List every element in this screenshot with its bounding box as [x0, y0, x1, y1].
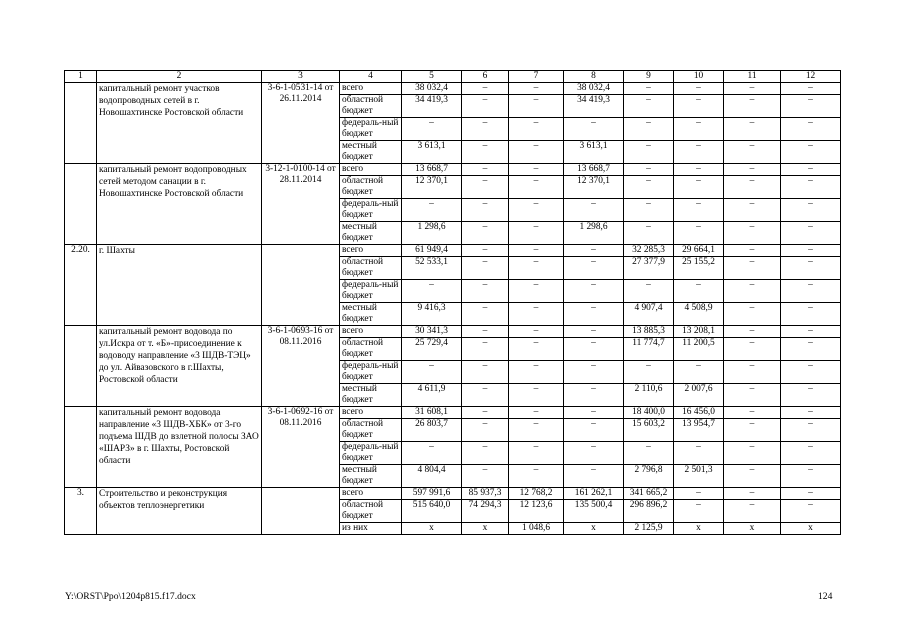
value-cell: – — [624, 222, 674, 245]
value-cell: – — [564, 361, 624, 384]
item-number — [65, 83, 97, 164]
value-cell: x — [564, 523, 624, 535]
value-cell: – — [781, 384, 841, 407]
value-cell: 9 416,3 — [402, 303, 462, 326]
value-cell: – — [724, 118, 781, 141]
value-cell: 25 729,4 — [402, 338, 462, 361]
value-cell: – — [781, 257, 841, 280]
column-header: 9 — [624, 71, 674, 83]
value-cell: – — [724, 488, 781, 500]
value-cell: 296 896,2 — [624, 500, 674, 523]
value-cell: 2 125,9 — [624, 523, 674, 535]
column-header: 1 — [65, 71, 97, 83]
value-cell: – — [509, 83, 564, 95]
value-cell: – — [724, 199, 781, 222]
value-cell: 1 048,6 — [509, 523, 564, 535]
value-cell: 12 370,1 — [402, 176, 462, 199]
item-number: 2.20. — [65, 245, 97, 326]
value-cell: – — [509, 465, 564, 488]
value-cell: – — [509, 280, 564, 303]
value-cell: – — [564, 465, 624, 488]
value-cell: x — [781, 523, 841, 535]
value-cell: – — [724, 442, 781, 465]
funding-source: местный бюджет — [340, 141, 402, 164]
funding-source: областной бюджет — [340, 176, 402, 199]
value-cell: – — [781, 338, 841, 361]
value-cell: – — [674, 199, 724, 222]
value-cell: – — [462, 384, 509, 407]
value-cell: 32 285,3 — [624, 245, 674, 257]
value-cell: 38 032,4 — [402, 83, 462, 95]
table-row — [65, 164, 841, 176]
column-header: 5 — [402, 71, 462, 83]
value-cell: 2 501,3 — [674, 465, 724, 488]
column-header: 8 — [564, 71, 624, 83]
value-cell: – — [781, 164, 841, 176]
value-cell: 13 208,1 — [674, 326, 724, 338]
value-cell: 13 668,7 — [402, 164, 462, 176]
value-cell: – — [674, 500, 724, 523]
expertise-code: 3-12-1-0100-14 от 28.11.2014 — [262, 164, 340, 245]
value-cell: – — [564, 326, 624, 338]
value-cell: 38 032,4 — [564, 83, 624, 95]
value-cell: – — [462, 176, 509, 199]
value-cell: 3 613,1 — [402, 141, 462, 164]
value-cell: – — [781, 95, 841, 118]
value-cell: – — [674, 222, 724, 245]
value-cell: – — [462, 245, 509, 257]
value-cell: – — [781, 361, 841, 384]
value-cell: – — [509, 245, 564, 257]
value-cell: – — [462, 442, 509, 465]
value-cell: 4 907,4 — [624, 303, 674, 326]
value-cell: – — [674, 176, 724, 199]
value-cell: – — [509, 384, 564, 407]
value-cell: 85 937,3 — [462, 488, 509, 500]
value-cell: – — [462, 303, 509, 326]
value-cell: – — [674, 141, 724, 164]
value-cell: – — [781, 419, 841, 442]
value-cell: – — [781, 118, 841, 141]
value-cell: 2 007,6 — [674, 384, 724, 407]
value-cell: 25 155,2 — [674, 257, 724, 280]
column-header: 10 — [674, 71, 724, 83]
value-cell: – — [781, 500, 841, 523]
value-cell: – — [724, 303, 781, 326]
value-cell: – — [724, 176, 781, 199]
value-cell: – — [564, 419, 624, 442]
value-cell: – — [462, 419, 509, 442]
funding-source: всего — [340, 488, 402, 500]
value-cell: 30 341,3 — [402, 326, 462, 338]
page-number: 124 — [818, 591, 833, 602]
value-cell: – — [724, 338, 781, 361]
value-cell: 1 298,6 — [402, 222, 462, 245]
item-number: 3. — [65, 488, 97, 535]
document-path: Y:\ORST\Ppo\1204p815.f17.docx — [65, 591, 196, 602]
value-cell: – — [724, 245, 781, 257]
value-cell: – — [509, 326, 564, 338]
value-cell: – — [564, 280, 624, 303]
value-cell: 13 954,7 — [674, 419, 724, 442]
value-cell: – — [509, 199, 564, 222]
value-cell: – — [564, 245, 624, 257]
value-cell: – — [624, 361, 674, 384]
funding-source: местный бюджет — [340, 384, 402, 407]
value-cell: – — [724, 141, 781, 164]
value-cell: – — [724, 280, 781, 303]
funding-source: областной бюджет — [340, 419, 402, 442]
value-cell: 52 533,1 — [402, 257, 462, 280]
value-cell: – — [509, 407, 564, 419]
value-cell: – — [724, 95, 781, 118]
value-cell: – — [402, 442, 462, 465]
value-cell: 18 400,0 — [624, 407, 674, 419]
value-cell: – — [674, 164, 724, 176]
value-cell: 27 377,9 — [624, 257, 674, 280]
funding-source: из них — [340, 523, 402, 535]
item-number — [65, 407, 97, 488]
value-cell: – — [462, 118, 509, 141]
value-cell: 13 668,7 — [564, 164, 624, 176]
value-cell: – — [674, 488, 724, 500]
table-row — [65, 83, 841, 95]
expertise-code: 3-6-1-0531-14 от 26.11.2014 — [262, 83, 340, 164]
value-cell: 74 294,3 — [462, 500, 509, 523]
value-cell: – — [724, 222, 781, 245]
value-cell: – — [781, 465, 841, 488]
value-cell: 12 768,2 — [509, 488, 564, 500]
column-header: 3 — [262, 71, 340, 83]
funding-source: федераль-ный бюджет — [340, 280, 402, 303]
value-cell: – — [509, 118, 564, 141]
value-cell: – — [624, 83, 674, 95]
value-cell: – — [564, 118, 624, 141]
value-cell: – — [624, 199, 674, 222]
value-cell: – — [724, 83, 781, 95]
value-cell: – — [624, 118, 674, 141]
value-cell: – — [624, 176, 674, 199]
value-cell: – — [509, 164, 564, 176]
value-cell: 15 603,2 — [624, 419, 674, 442]
value-cell: – — [462, 338, 509, 361]
funding-source: всего — [340, 245, 402, 257]
value-cell: – — [724, 384, 781, 407]
value-cell: – — [402, 118, 462, 141]
value-cell: – — [462, 164, 509, 176]
value-cell: 11 200,5 — [674, 338, 724, 361]
item-name: капитальный ремонт водопроводных сетей методом санации в г. Новошахтинске Ростовской области — [97, 164, 262, 245]
item-name: Строительство и реконструкция объектов теплоэнергетики — [97, 488, 262, 535]
value-cell: – — [564, 407, 624, 419]
value-cell: 4 508,9 — [674, 303, 724, 326]
value-cell: – — [564, 442, 624, 465]
value-cell: – — [724, 465, 781, 488]
funding-source: федераль-ный бюджет — [340, 118, 402, 141]
value-cell: – — [781, 326, 841, 338]
value-cell: – — [462, 465, 509, 488]
value-cell: – — [564, 257, 624, 280]
value-cell: 1 298,6 — [564, 222, 624, 245]
funding-source: областной бюджет — [340, 257, 402, 280]
value-cell: – — [402, 280, 462, 303]
value-cell: – — [462, 83, 509, 95]
value-cell: x — [724, 523, 781, 535]
funding-source: областной бюджет — [340, 500, 402, 523]
item-name: капитальный ремонт водовода направление «3 ШДВ-ХБК» от 3-го подъема ШДВ до взлетной полосы ЗАО «ШАРЗ» в г. Шахты, Ростовской области — [97, 407, 262, 488]
value-cell: – — [509, 303, 564, 326]
value-cell: 12 370,1 — [564, 176, 624, 199]
value-cell: – — [462, 257, 509, 280]
value-cell: – — [462, 199, 509, 222]
value-cell: – — [781, 176, 841, 199]
value-cell: – — [724, 419, 781, 442]
value-cell: – — [781, 488, 841, 500]
value-cell: – — [781, 245, 841, 257]
item-name: капитальный ремонт водовода по ул.Искра от т. «Б»-присоединение к водоводу направление «3 ШДВ-ТЭЦ» до ул. Айвазовского в г.Шахты, Ростовской области — [97, 326, 262, 407]
value-cell: 4 804,4 — [402, 465, 462, 488]
value-cell: – — [462, 280, 509, 303]
column-header-row — [65, 71, 841, 83]
value-cell: 12 123,6 — [509, 500, 564, 523]
value-cell: – — [509, 95, 564, 118]
value-cell: x — [462, 523, 509, 535]
value-cell: 31 608,1 — [402, 407, 462, 419]
value-cell: 11 774,7 — [624, 338, 674, 361]
table-row — [65, 326, 841, 338]
value-cell: 597 991,6 — [402, 488, 462, 500]
value-cell: 26 803,7 — [402, 419, 462, 442]
funding-source: всего — [340, 326, 402, 338]
value-cell: – — [674, 118, 724, 141]
value-cell: 161 262,1 — [564, 488, 624, 500]
value-cell: 13 885,3 — [624, 326, 674, 338]
value-cell: – — [509, 338, 564, 361]
value-cell: – — [402, 199, 462, 222]
expertise-code: 3-6-1-0692-16 от 08.11.2016 — [262, 407, 340, 488]
item-name: г. Шахты — [97, 245, 262, 326]
table-row — [65, 245, 841, 257]
value-cell: – — [509, 442, 564, 465]
expertise-code: 3-6-1-0693-16 от 08.11.2016 — [262, 326, 340, 407]
value-cell: x — [402, 523, 462, 535]
value-cell: – — [781, 222, 841, 245]
item-number — [65, 164, 97, 245]
value-cell: – — [781, 303, 841, 326]
value-cell: – — [509, 176, 564, 199]
value-cell: – — [674, 95, 724, 118]
value-cell: – — [624, 141, 674, 164]
funding-source: федераль-ный бюджет — [340, 199, 402, 222]
column-header: 2 — [97, 71, 262, 83]
funding-source: всего — [340, 83, 402, 95]
value-cell: – — [462, 222, 509, 245]
value-cell: 2 110,6 — [624, 384, 674, 407]
column-header: 6 — [462, 71, 509, 83]
value-cell: – — [674, 83, 724, 95]
value-cell: – — [781, 83, 841, 95]
value-cell: – — [509, 361, 564, 384]
value-cell: – — [781, 199, 841, 222]
funding-source: местный бюджет — [340, 465, 402, 488]
value-cell: 61 949,4 — [402, 245, 462, 257]
value-cell: 34 419,3 — [402, 95, 462, 118]
column-header: 12 — [781, 71, 841, 83]
column-header: 7 — [509, 71, 564, 83]
value-cell: – — [462, 407, 509, 419]
value-cell: – — [724, 326, 781, 338]
value-cell: – — [724, 164, 781, 176]
funding-source: федераль-ный бюджет — [340, 361, 402, 384]
value-cell: – — [724, 257, 781, 280]
value-cell: – — [724, 361, 781, 384]
value-cell: – — [624, 442, 674, 465]
funding-source: областной бюджет — [340, 338, 402, 361]
value-cell: 515 640,0 — [402, 500, 462, 523]
value-cell: – — [564, 338, 624, 361]
value-cell: – — [462, 361, 509, 384]
funding-source: всего — [340, 164, 402, 176]
value-cell: 3 613,1 — [564, 141, 624, 164]
value-cell: – — [624, 95, 674, 118]
value-cell: 16 456,0 — [674, 407, 724, 419]
value-cell: 29 664,1 — [674, 245, 724, 257]
value-cell: – — [509, 257, 564, 280]
value-cell: – — [509, 419, 564, 442]
value-cell: – — [624, 164, 674, 176]
column-header: 4 — [340, 71, 402, 83]
value-cell: – — [462, 141, 509, 164]
value-cell: – — [674, 361, 724, 384]
value-cell: – — [724, 407, 781, 419]
expertise-code — [262, 245, 340, 326]
value-cell: – — [509, 141, 564, 164]
value-cell: – — [781, 442, 841, 465]
table-row — [65, 407, 841, 419]
funding-source: местный бюджет — [340, 303, 402, 326]
value-cell: 4 611,9 — [402, 384, 462, 407]
value-cell: x — [674, 523, 724, 535]
value-cell: – — [564, 199, 624, 222]
value-cell: – — [462, 326, 509, 338]
value-cell: 2 796,8 — [624, 465, 674, 488]
value-cell: – — [781, 280, 841, 303]
value-cell: – — [462, 95, 509, 118]
value-cell: – — [781, 407, 841, 419]
expertise-code — [262, 488, 340, 535]
value-cell: – — [509, 222, 564, 245]
financing-table — [64, 70, 841, 535]
funding-source: федераль-ный бюджет — [340, 442, 402, 465]
funding-source: местный бюджет — [340, 222, 402, 245]
value-cell: – — [402, 361, 462, 384]
value-cell: – — [724, 500, 781, 523]
value-cell: 135 500,4 — [564, 500, 624, 523]
funding-source: областной бюджет — [340, 95, 402, 118]
value-cell: – — [781, 141, 841, 164]
table-row — [65, 488, 841, 500]
value-cell: 341 665,2 — [624, 488, 674, 500]
column-header: 11 — [724, 71, 781, 83]
funding-source: всего — [340, 407, 402, 419]
value-cell: – — [564, 384, 624, 407]
value-cell: – — [564, 303, 624, 326]
value-cell: – — [624, 280, 674, 303]
item-number — [65, 326, 97, 407]
value-cell: – — [674, 442, 724, 465]
item-name: капитальный ремонт участков водопроводных сетей в г. Новошахтинске Ростовской области — [97, 83, 262, 164]
value-cell: – — [674, 280, 724, 303]
value-cell: 34 419,3 — [564, 95, 624, 118]
